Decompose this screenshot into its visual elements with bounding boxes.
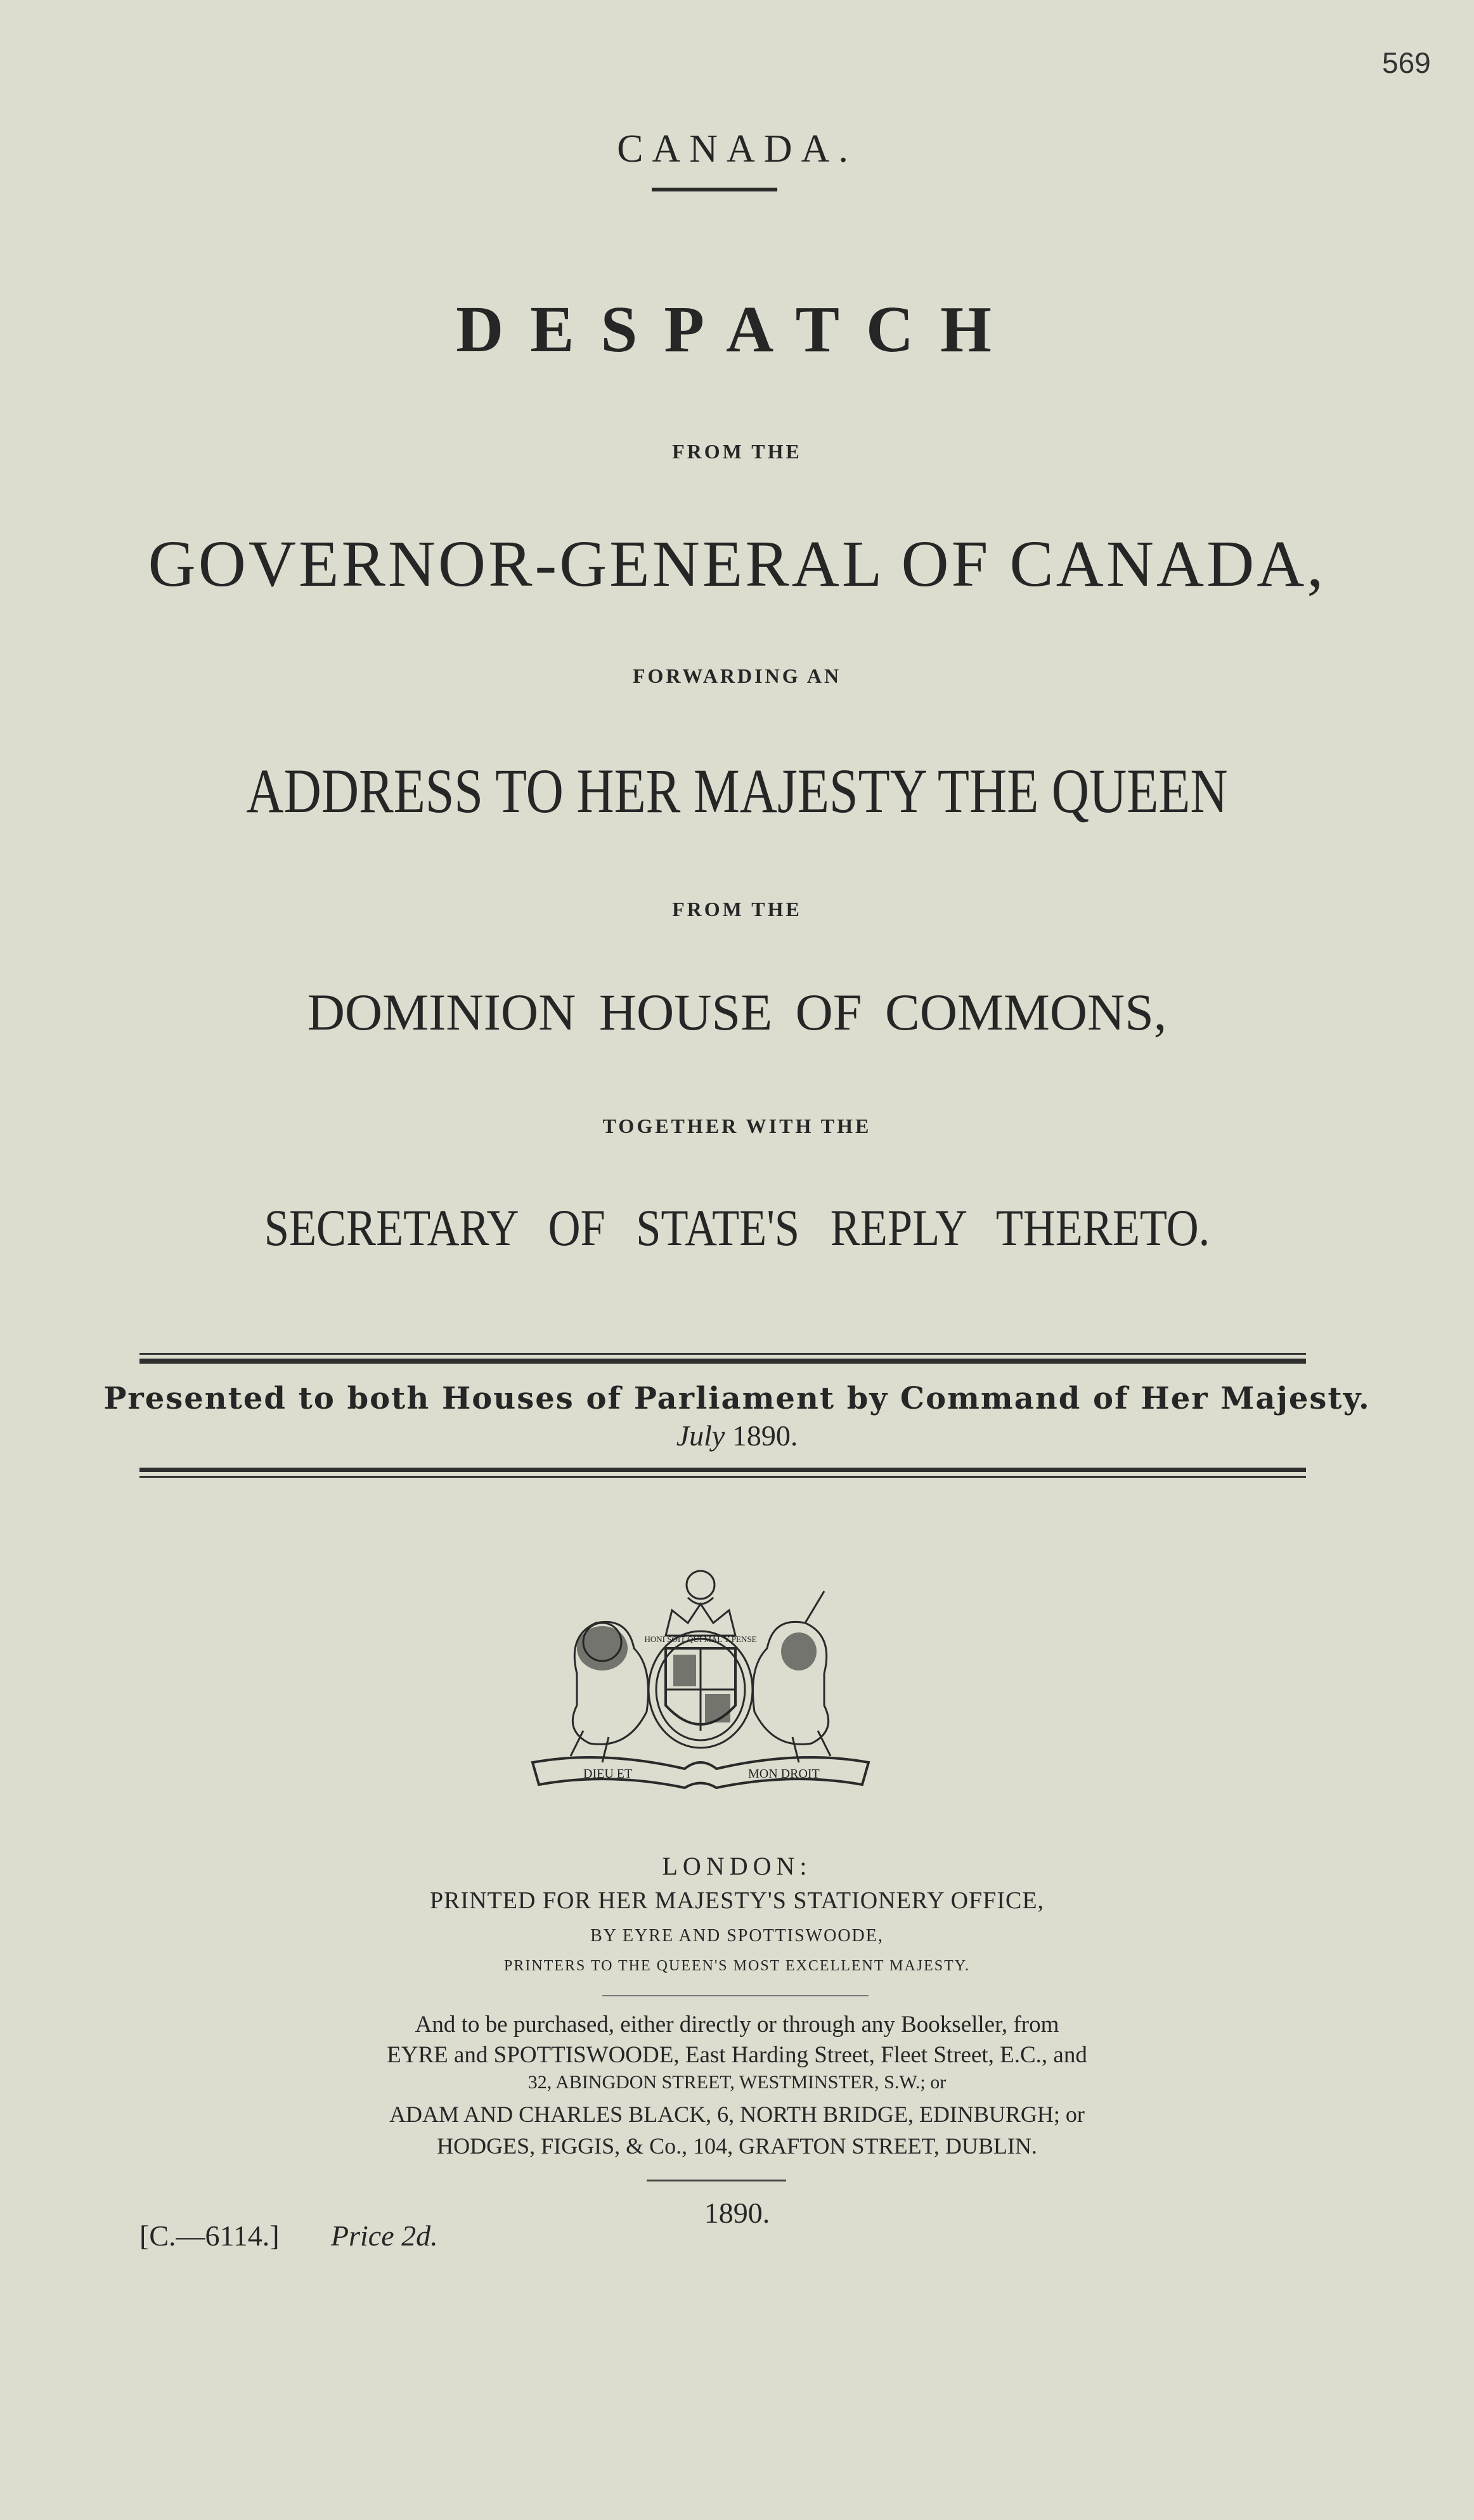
imprint-divider — [602, 1995, 869, 1996]
imprint-printer: BY EYRE AND SPOTTISWOODE, — [590, 1926, 884, 1946]
top-thin-rule — [139, 1353, 1306, 1355]
arms-garter-text: HONI SOIT QUI MAL Y PENSE — [644, 1634, 757, 1644]
royal-coat-of-arms-icon — [507, 1541, 894, 1794]
reply-heading: SECRETARY OF STATE'S REPLY THERETO. — [264, 1199, 1210, 1257]
bottom-thin-rule — [139, 1476, 1306, 1478]
imprint-printed-for: PRINTED FOR HER MAJESTY'S STATIONERY OFFICE, — [429, 1887, 1045, 1914]
seller-abingdon: 32, ABINGDON STREET, WESTMINSTER, S.W.; or — [527, 2072, 947, 2093]
presented-line: Presented to both Houses of Parliament by Command of Her Majesty. — [103, 1381, 1371, 1416]
country-heading: CANADA. — [617, 127, 857, 171]
page-number: 569 — [1382, 46, 1431, 79]
date-year: 1890. — [732, 1419, 798, 1452]
price: Price 2d. — [331, 2220, 438, 2252]
year-divider — [647, 2180, 786, 2181]
seller-adam-black: ADAM AND CHARLES BLACK, 6, NORTH BRIDGE, EDINBURGH; or — [389, 2102, 1085, 2127]
dominion-heading: DOMINION HOUSE OF COMMONS, — [307, 983, 1167, 1041]
purchase-line: And to be purchased, either directly or through any Bookseller, from — [415, 2012, 1059, 2038]
together-label: TOGETHER WITH THE — [602, 1115, 872, 1137]
top-thick-rule — [139, 1359, 1306, 1364]
command-number: [C.—6114.] — [139, 2220, 280, 2252]
sender-heading: GOVERNOR-GENERAL OF CANADA, — [148, 527, 1326, 600]
address-heading: ADDRESS TO HER MAJESTY THE QUEEN — [246, 756, 1228, 826]
presentation-date — [0, 1419, 1474, 1452]
seller-hodges-figgis: HODGES, FIGGIS, & Co., 104, GRAFTON STREET, DUBLIN. — [437, 2133, 1037, 2159]
seller-eyre: EYRE and SPOTTISWOODE, East Harding Street, Fleet Street, E.C., and — [387, 2042, 1087, 2068]
from-label-2: FROM THE — [672, 898, 802, 921]
bottom-thick-rule — [139, 1468, 1306, 1472]
from-label-1: FROM THE — [672, 440, 802, 463]
imprint-printers-to: PRINTERS TO THE QUEEN'S MOST EXCELLENT MAJESTY. — [503, 1958, 971, 1974]
arms-motto-left: DIEU ET — [583, 1767, 633, 1781]
imprint-year: 1890. — [704, 2197, 770, 2229]
imprint-city: LONDON: — [662, 1852, 812, 1880]
country-underline — [652, 188, 777, 191]
document-title: DESPATCH — [456, 293, 1018, 366]
forwarding-label: FORWARDING AN — [632, 664, 842, 687]
arms-motto-right: MON DROIT — [748, 1767, 820, 1781]
date-month: July — [676, 1419, 725, 1452]
